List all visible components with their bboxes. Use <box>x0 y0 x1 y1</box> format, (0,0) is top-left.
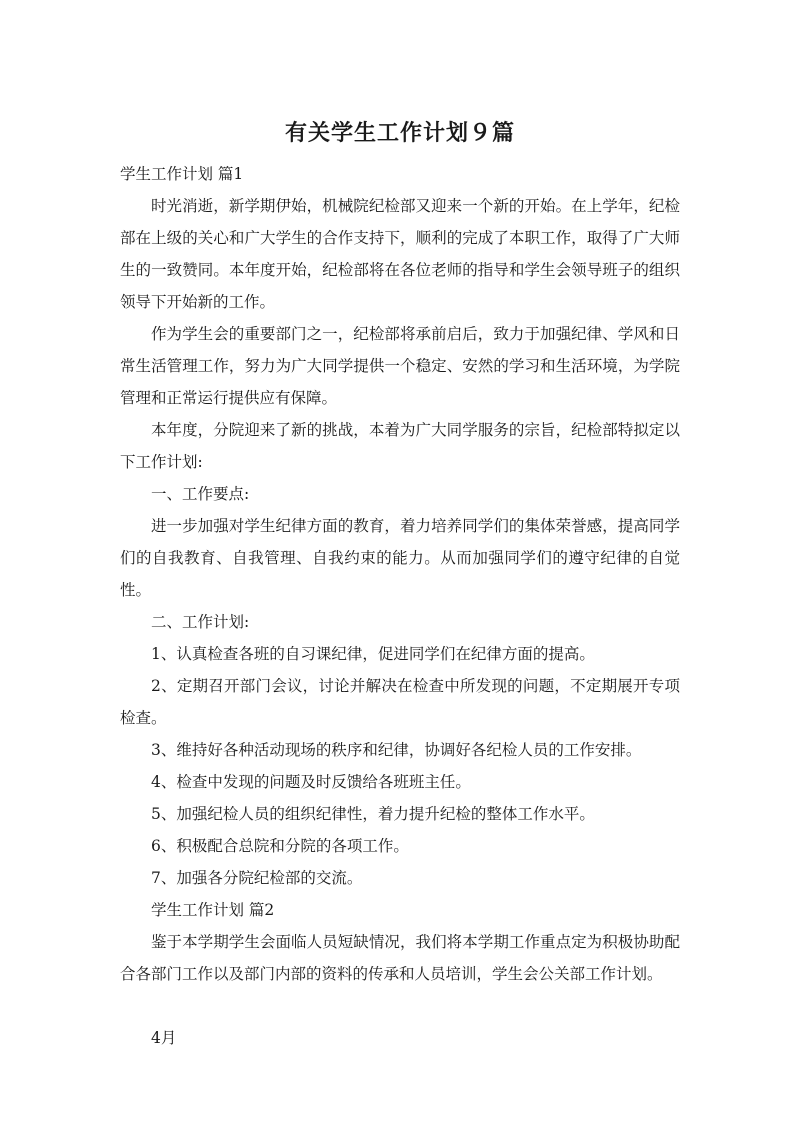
paragraph-5: 鉴于本学期学生会面临人员短缺情况，我们将本学期工作重点定为积极协助配合各部门工作以及部门内部的资料的传承和人员培训，学生会公关部工作计划。 <box>120 933 680 983</box>
list-item: 4、检查中发现的问题及时反馈给各班班主任。 <box>151 773 471 791</box>
paragraph-2: 作为学生会的重要部门之一，纪检部将承前启后，致力于加强纪律、学风和日常生活管理工作，努力为广大同学提供一个稳定、安然的学习和生活环境，为学院管理和正常运行提供应有保障。 <box>120 325 680 407</box>
section-1-heading: 学生工作计划 篇1 <box>120 165 244 183</box>
paragraph-1: 时光消逝，新学期伊始，机械院纪检部又迎来一个新的开始。在上学年，纪检部在上级的关心和广大学生的合作支持下，顺利的完成了本职工作，取得了广大师生的一致赞同。本年度开始，纪检部将在各位老师的指导和学生会领导班子的组织领导下开始新的工作。 <box>120 197 680 311</box>
paragraph-6: 4月 <box>151 1029 177 1047</box>
list-item: 1、认真检查各班的自习课纪律，促进同学们在纪律方面的提高。 <box>151 645 595 663</box>
list-item: 7、加强各分院纪检部的交流。 <box>151 869 363 887</box>
heading-work-key-points: 一、工作要点: <box>151 485 250 503</box>
paragraph-3: 本年度，分院迎来了新的挑战，本着为广大同学服务的宗旨，纪检部特拟定以下工作计划: <box>120 421 680 471</box>
heading-work-plan: 二、工作计划: <box>151 613 250 631</box>
section-2-heading: 学生工作计划 篇2 <box>151 901 275 919</box>
list-item: 5、加强纪检人员的组织纪律性，着力提升纪检的整体工作水平。 <box>151 805 595 823</box>
list-item: 2、定期召开部门会议，讨论并解决在检查中所发现的问题，不定期展开专项检查。 <box>120 677 680 727</box>
paragraph-4: 进一步加强对学生纪律方面的教育，着力培养同学们的集体荣誉感，提高同学们的自我教育、自我管理、自我约束的能力。从而加强同学们的遵守纪律的自觉性。 <box>120 517 680 599</box>
document-title: 有关学生工作计划９篇 <box>284 121 515 146</box>
list-item: 3、维持好各种活动现场的秩序和纪律，协调好各纪检人员的工作安排。 <box>151 741 642 759</box>
list-item: 6、积极配合总院和分院的各项工作。 <box>151 837 409 855</box>
